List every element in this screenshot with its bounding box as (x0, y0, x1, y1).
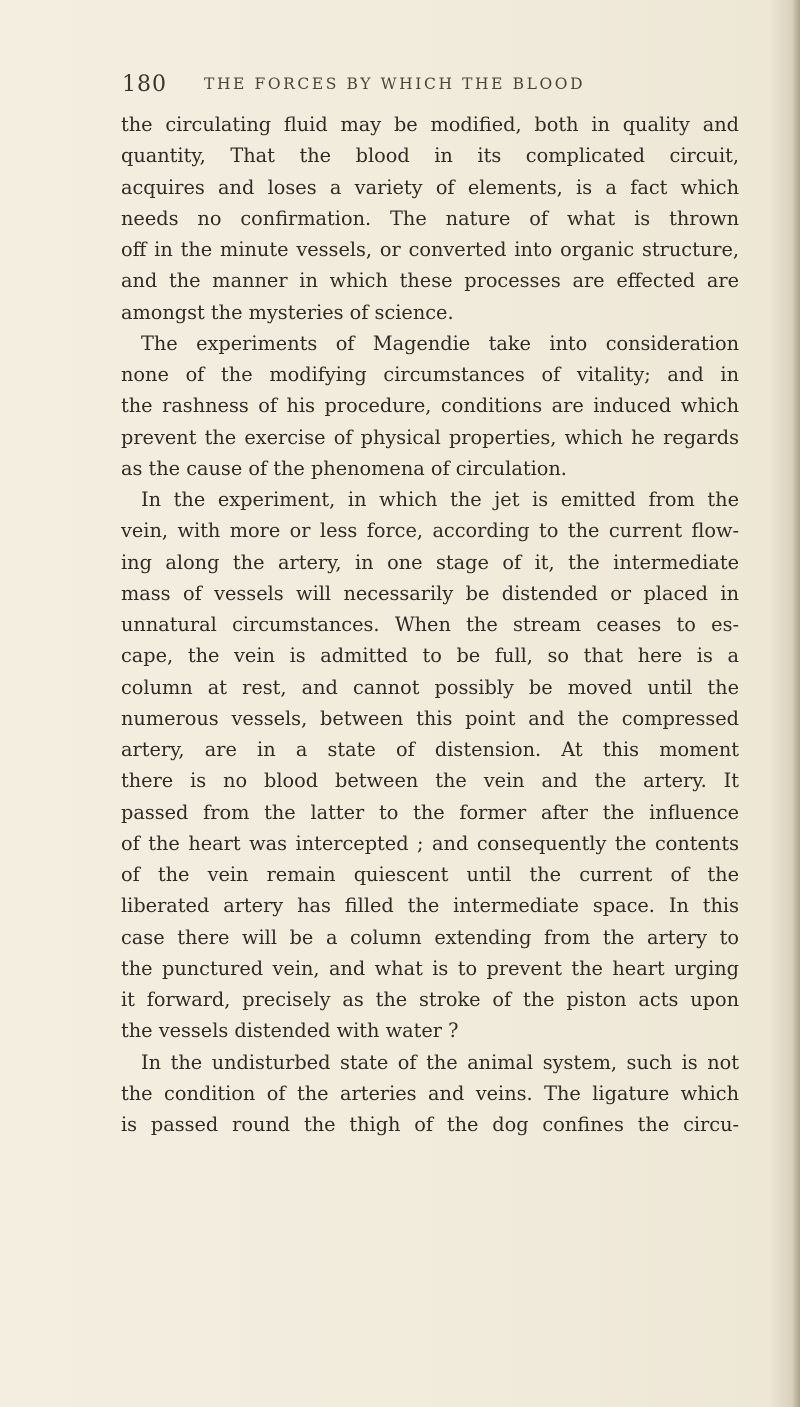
text-line: the vessels distended with water ? (121, 1019, 459, 1043)
text-line: amongst the mysteries of science. (121, 300, 454, 324)
text-line: there is no blood between the vein and the artery. It (121, 769, 739, 793)
text-line: the rashness of his procedure, conditions are induced which (121, 394, 739, 418)
text-line: mass of vessels will necessarily be distended or placed in (121, 581, 739, 605)
page-number: 180 (122, 72, 167, 97)
text-line: the circulating fluid may be modified, both in quality and (121, 113, 739, 136)
text-line: In the undisturbed state of the animal system, such is not (141, 1050, 739, 1074)
text-line: acquires and loses a variety of elements, is a fact which (121, 175, 739, 199)
text-line: passed from the latter to the former after the influence (121, 800, 739, 824)
text-line: liberated artery has filled the intermediate space. In this (121, 894, 739, 918)
text-line: numerous vessels, between this point and the compressed (121, 706, 739, 730)
text-line: vein, with more or less force, according to the current flow- (121, 519, 739, 543)
text-line: prevent the exercise of physical properties, which he regards (121, 425, 739, 449)
text-line: ing along the artery, in one stage of it, the intermediate (121, 550, 739, 574)
text-line: needs no confirmation. The nature of what is thrown (121, 206, 739, 230)
page-edge-shadow (792, 0, 800, 1407)
text-line: of the vein remain quiescent until the current of the (121, 863, 739, 886)
text-line: The experiments of Magendie take into consideration (141, 331, 739, 355)
text-line: it forward, precisely as the stroke of the piston acts upon (121, 988, 739, 1011)
text-line: In the experiment, in which the jet is emitted from the (141, 488, 739, 511)
text-line: and the manner in which these processes are effected are (121, 269, 739, 293)
text-line: quantity, That the blood in its complicated circuit, (121, 144, 739, 168)
page-header (122, 72, 742, 108)
text-line: none of the modifying circumstances of vitality; and in (121, 363, 739, 386)
text-line: unnatural circumstances. When the stream ceases to es- (121, 613, 739, 636)
text-line: as the cause of the phenomena of circulation. (121, 456, 567, 480)
text-line: column at rest, and cannot possibly be moved until the (121, 675, 739, 699)
text-line: cape, the vein is admitted to be full, so that here is a (121, 644, 739, 668)
text-line: the condition of the arteries and veins. The ligature which (121, 1081, 739, 1105)
text-line: the punctured vein, and what is to prevent the heart urging (121, 956, 739, 980)
text-line: is passed round the thigh of the dog confines the circu- (121, 1113, 739, 1136)
body-text (121, 109, 739, 1140)
text-line: of the heart was intercepted ; and consequently the contents (121, 831, 739, 855)
running-head: THE FORCES BY WHICH THE BLOOD (204, 75, 586, 93)
text-line: artery, are in a state of distension. At this moment (121, 738, 739, 761)
text-line: case there will be a column extending from the artery to (121, 925, 739, 949)
text-line: off in the minute vessels, or converted into organic structure, (121, 238, 739, 261)
